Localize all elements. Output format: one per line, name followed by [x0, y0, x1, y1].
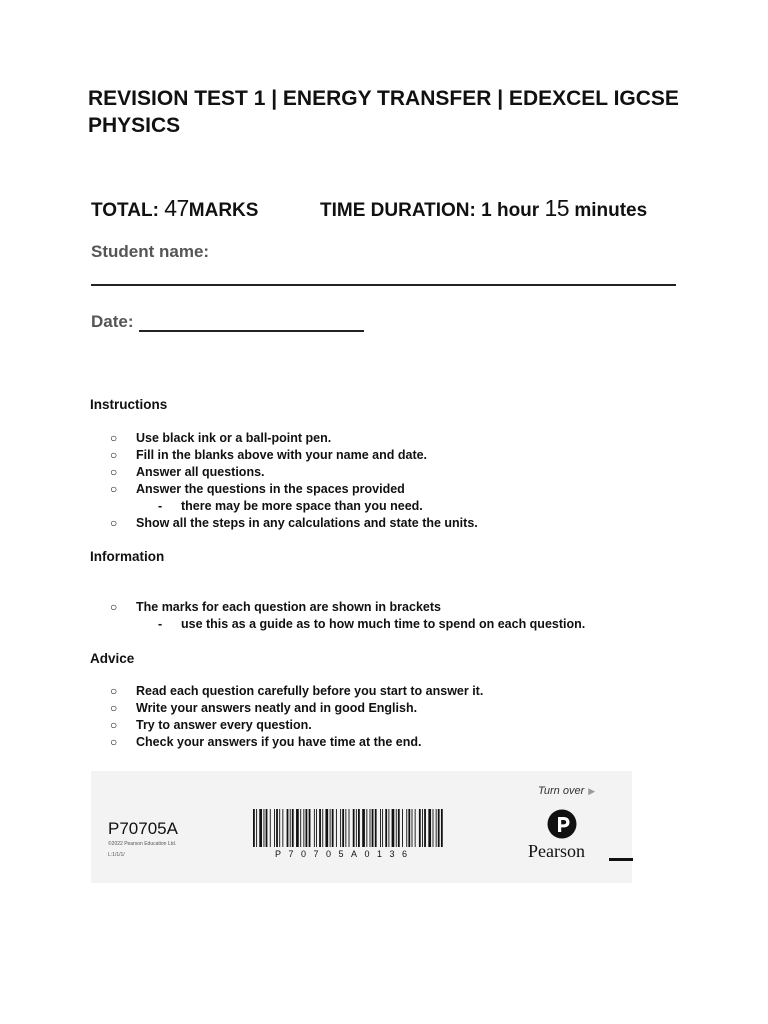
bullet-icon: ○ [110, 448, 118, 462]
bullet-icon: ○ [110, 465, 118, 479]
student-name-label: Student name: [91, 242, 210, 261]
information-heading: Information [90, 549, 165, 564]
student-name-line[interactable] [91, 284, 676, 286]
list-item-text: The marks for each question are shown in brackets [136, 600, 441, 614]
list-item-text: Try to answer every question. [136, 718, 312, 732]
dash-icon: - [158, 617, 163, 631]
list-item-text: use this as a guide as to how much time to spend on each question. [181, 617, 586, 631]
bullet-icon: ○ [110, 684, 118, 698]
copyright-text: ©2022 Pearson Education Ltd. [108, 841, 177, 847]
small-code: L:1/1/1/ [108, 852, 125, 858]
bullet-icon: ○ [110, 482, 118, 496]
date-label: Date: [91, 312, 134, 331]
barcode-digits: P70705A0136 [275, 849, 415, 859]
pearson-logo-icon [547, 809, 577, 839]
paper-code: P70705A [108, 819, 178, 838]
document-title: REVISION TEST 1 | ENERGY TRANSFER | EDEXCEL IGCSE PHYSICS [88, 87, 679, 137]
bullet-icon: ○ [110, 431, 118, 445]
list-item-text: Answer all questions. [136, 465, 265, 479]
time-value: 15 [544, 195, 570, 221]
bullet-icon: ○ [110, 701, 118, 715]
date-line[interactable] [139, 330, 364, 332]
list-item-text: Fill in the blanks above with your name and date. [136, 448, 428, 462]
bullet-icon: ○ [110, 718, 118, 732]
turn-over-text: Turn over [538, 785, 585, 797]
bullet-icon: ○ [110, 516, 118, 530]
barcode-bars [253, 809, 443, 847]
play-arrow-icon: ▶ [588, 786, 596, 796]
time-duration [320, 195, 647, 222]
totals-row [91, 193, 731, 225]
list-item-text: Use black ink or a ball-point pen. [136, 431, 332, 445]
time-prefix: TIME DURATION: 1 hour [320, 200, 540, 221]
bullet-icon: ○ [110, 735, 118, 749]
total-value: 47 [164, 195, 189, 221]
list-item-text: Answer the questions in the spaces provided [136, 482, 405, 496]
time-suffix: minutes [574, 200, 648, 221]
total-marks [91, 195, 258, 222]
dash-icon: - [158, 499, 163, 513]
list-item-text: there may be more space than you need. [181, 499, 423, 513]
list-item-text: Show all the steps in any calculations and state the units. [136, 516, 478, 530]
list-item-text: Write your answers neatly and in good English. [136, 701, 418, 715]
advice-heading: Advice [90, 651, 135, 666]
barcode [253, 809, 443, 859]
footer-mark [609, 858, 633, 861]
total-suffix: MARKS [188, 200, 259, 221]
total-prefix: TOTAL: [91, 200, 159, 221]
turn-over-label [538, 785, 595, 797]
exam-footer [91, 771, 632, 883]
list-item-text: Read each question carefully before you start to answer it. [136, 684, 484, 698]
instructions-heading: Instructions [90, 397, 168, 412]
pearson-wordmark: Pearson [528, 841, 585, 861]
bullet-icon: ○ [110, 600, 118, 614]
list-item-text: Check your answers if you have time at the end. [136, 735, 422, 749]
